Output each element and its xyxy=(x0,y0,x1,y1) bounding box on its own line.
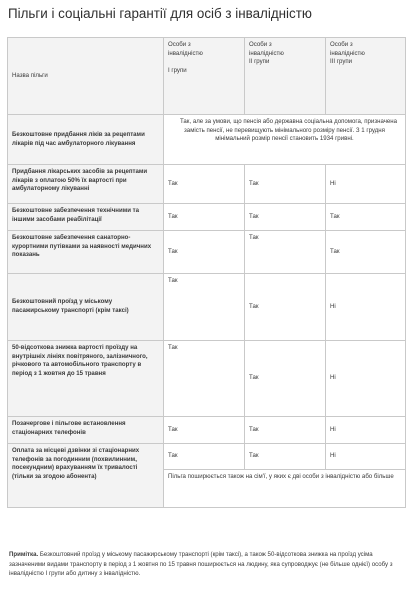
value-group-3: Так xyxy=(326,204,406,231)
benefit-condition xyxy=(164,115,406,165)
benefit-name: Безкоштовне забезпечення санаторно-курортними путівками за наявності медичних показань xyxy=(8,231,164,274)
value-group-3: Ні xyxy=(326,444,406,470)
value-group-2: Так xyxy=(245,165,326,204)
table-header-row xyxy=(8,38,406,115)
value-group-2: Так xyxy=(245,444,326,470)
value-group-3: Ні xyxy=(326,274,406,341)
benefit-name: Позачергове і пільгове встановлення стаціонарних телефонів xyxy=(8,417,164,444)
footnote-label: Примітка. xyxy=(9,551,39,558)
benefits-table xyxy=(7,37,406,508)
benefit-name: Придбання лікарських засобів за рецептами лікарів з оплатою 50% їх вартості при амбулаторному лікуванні xyxy=(8,165,164,204)
value-group-3: Так xyxy=(326,231,406,274)
footnote-text: Безкоштовний проїзд у міському пасажирському транспорті (крім таксі), а також 50-відсоткова знижка на проїзд усіма зазначеними видами транспорту в період з 1 жовтня по 15 травня поширюється на людину, яка супроводжує (не більше однієї) особу з інвалідністю I групи або дитину з інвалідністю. xyxy=(9,551,393,577)
column-header-group-3 xyxy=(326,38,406,115)
table-row xyxy=(8,417,406,444)
page-title: Пільги і соціальні гарантії для осіб з інвалідністю xyxy=(8,6,312,21)
header-text: Особи з xyxy=(168,41,191,48)
value-group-1: Так xyxy=(164,341,245,417)
footnote xyxy=(9,550,405,579)
benefit-name: Безкоштовний проїзд у міському пасажирському транспорті (крім таксі) xyxy=(8,274,164,341)
value-group-1: Так xyxy=(164,444,245,470)
value-group-1: Так xyxy=(164,165,245,204)
column-header-name: Назва пільги xyxy=(8,38,164,115)
value-group-2: Так xyxy=(245,274,326,341)
benefit-name: Оплата за місцеві дзвінки зі стаціонарних телефонів за погодинним (похвилинним, посекундним) врахуванням їх тривалості (тільки за згодою абонента) xyxy=(8,444,164,508)
table-row xyxy=(8,115,406,165)
value-group-2: Так xyxy=(245,417,326,444)
value-group-2: Так xyxy=(245,204,326,231)
benefit-name: 50-відсоткова знижка вартості проїзду на внутрішніх лініях повітряного, залізничного, річкового та автомобільного транспорту в період з 1 жовтня до 15 травня xyxy=(8,341,164,417)
benefit-extension-note: Пільга поширюється також на сім'ї, у яких є дві особи з інвалідністю або більше xyxy=(164,470,406,508)
value-group-2: Так xyxy=(245,231,326,274)
value-group-1: Так xyxy=(164,274,245,341)
value-group-1: Так xyxy=(164,204,245,231)
column-header-group-2 xyxy=(245,38,326,115)
table-row xyxy=(8,165,406,204)
benefit-name: Безкоштовне забезпечення технічними та іншими засобами реабілітації xyxy=(8,204,164,231)
value-group-1: Так xyxy=(164,231,245,274)
value-group-3: Ні xyxy=(326,341,406,417)
header-text: Особи з xyxy=(249,41,272,48)
table-row xyxy=(8,231,406,274)
header-text: III групи xyxy=(330,58,353,66)
benefit-condition-text: Так, але за умови, що пенсія або державна соціальна допомога, призначена замість пенсії, не перевищують мінімального розміру пенсії. З 1 грудня мінімальний розмір пенсії становить 1934 гривні. xyxy=(179,118,398,143)
value-group-1: Так xyxy=(164,417,245,444)
header-text: інвалідністю xyxy=(249,49,284,57)
benefit-name: Безкоштовне придбання ліків за рецептами лікарів під час амбулаторного лікування xyxy=(8,115,164,165)
header-text: II групи xyxy=(249,58,270,66)
table-row xyxy=(8,274,406,341)
header-text: інвалідністю xyxy=(168,49,203,57)
header-text: інвалідністю xyxy=(330,49,365,57)
table-row xyxy=(8,341,406,417)
header-text: I групи xyxy=(168,67,187,75)
value-group-3: Ні xyxy=(326,165,406,204)
column-header-group-1 xyxy=(164,38,245,115)
table-row xyxy=(8,444,406,470)
header-text: Особи з xyxy=(330,41,353,48)
table-row xyxy=(8,204,406,231)
value-group-2: Так xyxy=(245,341,326,417)
value-group-3: Ні xyxy=(326,417,406,444)
